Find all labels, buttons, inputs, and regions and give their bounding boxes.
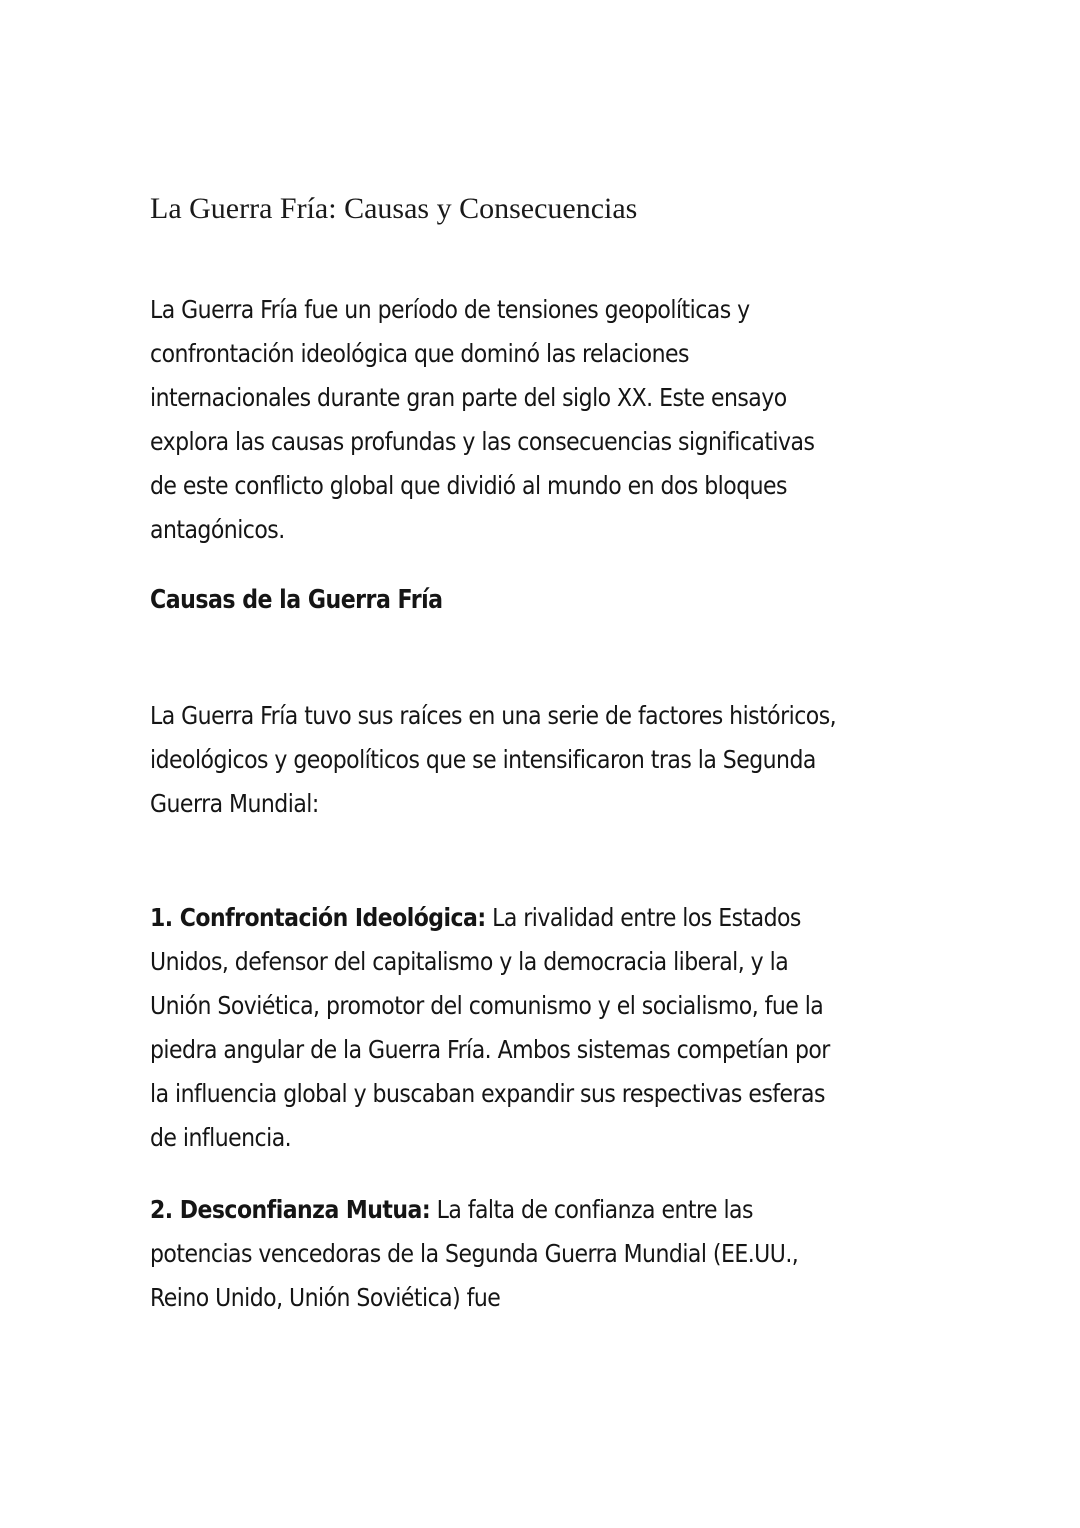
cause-item-ideological [150,896,845,1160]
intro-paragraph: La Guerra Fría fue un período de tensiones geopolíticas y confrontación ideológica que dominó las relaciones internacionales durante gran parte del siglo XX. Este ensayo explora las causas profundas y las consecuencias significativas de este conflicto global que dividió al mundo en dos bloques antagónicos. [150,295,815,544]
cause-item-text: La rivalidad entre los Estados Unidos, defensor del capitalismo y la democracia liberal, y la Unión Soviética, promotor del comunismo y el socialismo, fue la piedra angular de la Guerra Fría. Ambos sistemas competían por la influencia global y buscaban expandir sus respectivas esferas de influencia. [150,903,830,1152]
document-title: La Guerra Fría: Causas y Consecuencias [150,192,638,225]
cause-item-label: 2. Desconfianza Mutua: [150,1195,431,1224]
cause-item-label: 1. Confrontación Ideológica: [150,903,486,932]
section-heading: Causas de la Guerra Fría [150,585,443,615]
cause-item-distrust [150,1188,845,1320]
cause-item-text: La falta de confianza entre las potencias vencedoras de la Segunda Guerra Mundial (EE.UU., Reino Unido, Unión Soviética) fue [150,1195,799,1312]
section-intro-paragraph: La Guerra Fría tuvo sus raíces en una serie de factores históricos, ideológicos y geopolíticos que se intensificaron tras la Segunda Guerra Mundial: [150,701,837,818]
